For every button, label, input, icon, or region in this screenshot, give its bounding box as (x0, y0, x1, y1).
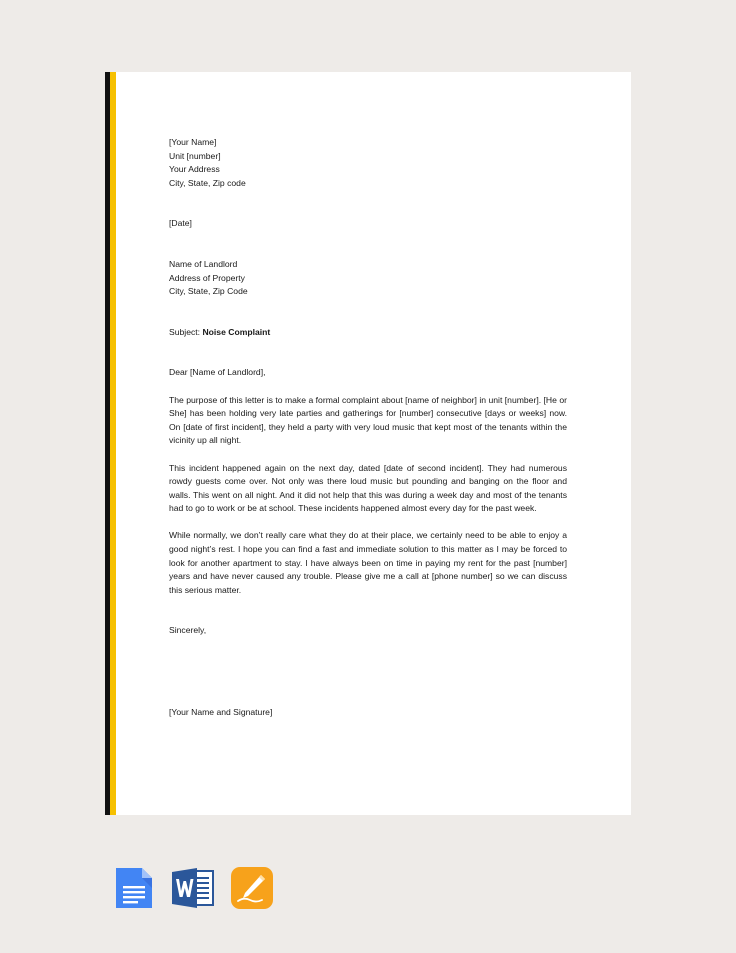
letter-date: [Date] (169, 218, 192, 229)
recipient-city: City, State, Zip Code (169, 286, 248, 297)
yellow-accent-bar (110, 72, 116, 815)
salutation: Dear [Name of Landlord], (169, 367, 266, 378)
signature: [Your Name and Signature] (169, 707, 273, 718)
paragraph-1: The purpose of this letter is to make a formal complaint about [name of neighbor] in unit [number]. [He or She] has been holding very late parties and gatherings for [number] consecutive [days or weeks] now. On [date of first incident], they held a party with very loud music that kept most of the tenants within the vicinity up all night. (169, 394, 567, 446)
sender-unit: Unit [number] (169, 150, 221, 161)
subject-label: Subject: (169, 326, 203, 337)
ms-word-icon[interactable] (171, 866, 215, 910)
recipient-address: Address of Property (169, 272, 245, 283)
recipient-name: Name of Landlord (169, 258, 238, 269)
paragraph-3: While normally, we don’t really care what they do at their place, we certainly need to be able to enjoy a good night’s rest. I hope you can find a fast and immediate solution to this matter as I may be forced to look for another apartment to stay. I have always been on time in paying my rent for the past [number] years and have never caused any trouble. Please give me a call at [phone number] so we can discuss this serious matter. (169, 530, 567, 595)
sender-address: Your Address (169, 164, 220, 175)
letter-page (105, 72, 631, 815)
subject-value: Noise Complaint (202, 326, 271, 337)
sender-city: City, State, Zip code (169, 177, 246, 188)
sender-block (169, 136, 567, 190)
sender-name: [Your Name] (169, 137, 217, 147)
recipient-block (169, 258, 567, 299)
letter-body (169, 136, 567, 720)
apple-pages-icon[interactable] (230, 866, 274, 910)
closing: Sincerely, (169, 625, 207, 636)
google-docs-icon[interactable] (112, 866, 156, 910)
paragraph-2: This incident happened again on the next day, dated [date of second incident]. They had numerous rowdy guests come over. Not only was there loud music but pounding and banging on the floor and walls. This went on all night. And it did not help that this was during a week day and most of the tenants had to go to work or be at school. These incidents happened almost every day for the past week. (169, 462, 567, 514)
subject-line (169, 326, 567, 340)
